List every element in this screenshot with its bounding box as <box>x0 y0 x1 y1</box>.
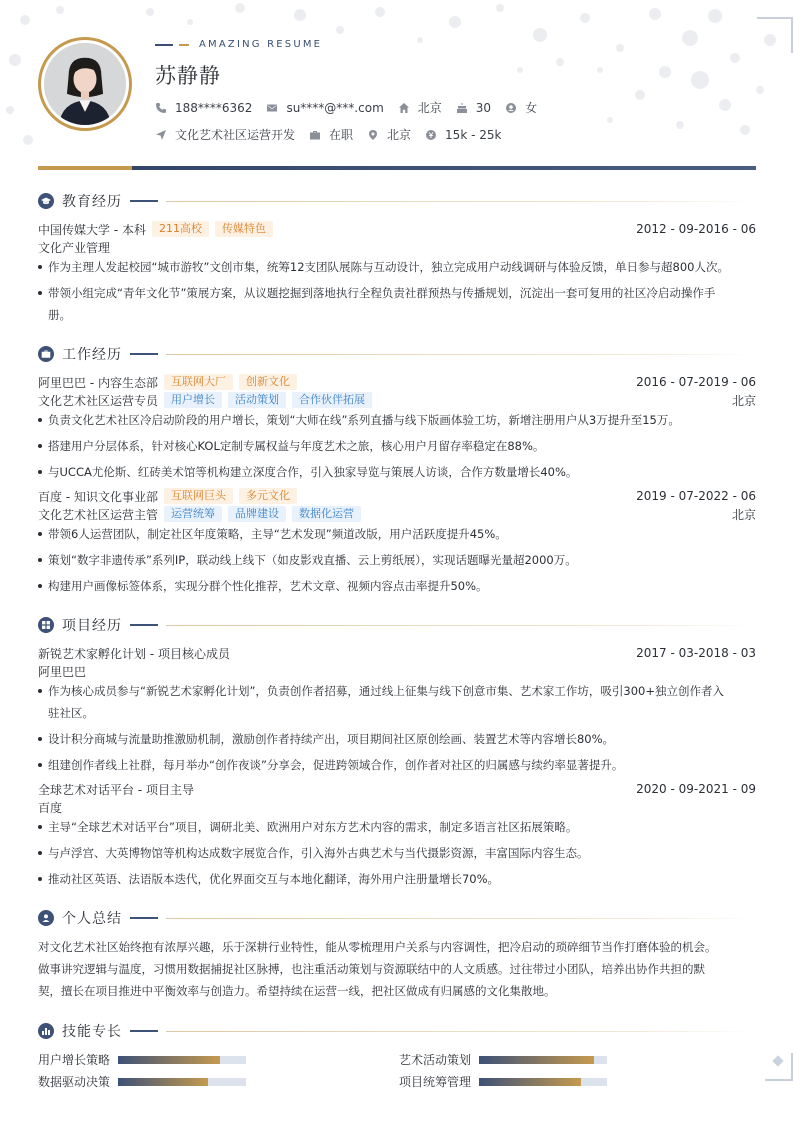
project-org-row <box>38 799 756 815</box>
header-divider-bar <box>38 166 756 170</box>
status-item <box>309 126 353 143</box>
role-tag: 运营统筹 <box>164 506 222 522</box>
role-tag: 品牌建设 <box>228 506 286 522</box>
section-line <box>166 918 756 919</box>
role-name: 文化艺术社区运营主管 <box>38 507 159 522</box>
company-tag: 创新文化 <box>239 374 297 390</box>
work-bullet: 构建用户画像标签体系，实现分群个性化推荐，艺术文章、视频内容点击率提升50%。 <box>38 575 756 597</box>
skill-bar-fill <box>118 1056 220 1064</box>
target-city-item <box>367 126 411 143</box>
role-tag: 用户增长 <box>164 392 222 408</box>
section-line <box>166 1031 756 1032</box>
school-tag: 211高校 <box>152 221 209 237</box>
skill-bar <box>118 1078 246 1086</box>
email-item <box>266 101 383 115</box>
summary-line: 对文化艺术社区始终抱有浓厚兴趣，乐于深耕行业特性，能从零梳理用户关系与内容调性，把冷启动的琐碎细节当作打磨体验的机会。 <box>38 940 717 954</box>
money-icon <box>425 129 437 141</box>
section-line-accent <box>130 353 158 355</box>
education-header-row <box>38 221 756 237</box>
work-role-row <box>38 392 756 408</box>
email-text: su****@***.com <box>286 100 384 115</box>
divider-navy-segment <box>132 166 756 170</box>
work-period: 2016 - 07-2019 - 06 <box>636 375 756 389</box>
project-title: 新锐艺术家孵化计划 - 项目核心成员 <box>38 646 230 661</box>
project-period: 2020 - 09-2021 - 09 <box>636 782 756 796</box>
corner-decoration-top-right <box>757 17 793 53</box>
section-summary-header <box>38 908 756 928</box>
skill-bar <box>479 1056 607 1064</box>
graduation-cap-icon <box>38 193 54 209</box>
briefcase-icon <box>309 129 321 141</box>
project-period: 2017 - 03-2018 - 03 <box>636 646 756 660</box>
tagline-line-navy <box>155 44 173 46</box>
skill-item <box>399 1073 607 1090</box>
send-icon <box>155 129 167 141</box>
bar-chart-icon <box>38 1023 54 1039</box>
section-line <box>166 354 756 355</box>
role-tag: 数据化运营 <box>292 506 361 522</box>
company-name: 百度 - 知识文化事业部 <box>38 489 158 504</box>
home-icon <box>398 102 410 114</box>
briefcase-icon <box>38 346 54 362</box>
project-title-row <box>38 781 756 797</box>
age-item <box>456 101 491 115</box>
target-job-text: 文化艺术社区运营开发 <box>175 128 296 142</box>
work-city: 北京 <box>731 507 756 522</box>
target-job-item <box>155 126 295 143</box>
divider-gold-segment <box>38 166 132 170</box>
tagline-line-gold <box>179 44 189 46</box>
section-line-accent <box>130 1030 158 1032</box>
section-title: 技能专长 <box>62 1024 122 1040</box>
project-bullet: 与卢浮宫、大英博物馆等机构达成数字展览合作，引入海外古典艺术与当代摄影资源，丰富国际内容生态。 <box>38 842 756 864</box>
skill-label: 艺术活动策划 <box>399 1053 472 1067</box>
section-education-header <box>38 191 756 211</box>
phone-item <box>155 101 252 115</box>
skill-bar <box>118 1056 246 1064</box>
education-period: 2012 - 09-2016 - 06 <box>636 222 756 236</box>
section-title: 个人总结 <box>62 911 122 927</box>
summary-line: 做事讲究逻辑与温度，习惯用数据捕捉社区脉搏，也注重活动策划与资源联结中的人文质感。过往带过小团队，培养出协作共担的默 <box>38 962 705 976</box>
company-tag: 互联网大厂 <box>164 374 233 390</box>
skill-bar-fill <box>118 1078 208 1086</box>
company-tag: 多元文化 <box>239 488 297 504</box>
skill-label: 数据驱动决策 <box>38 1075 111 1089</box>
work-bullet: 负责文化艺术社区冷启动阶段的用户增长，策划“大师在线”系列直播与线下版画体验工坊，新增注册用户从3万提升至15万。 <box>38 409 756 431</box>
work-city: 北京 <box>731 393 756 408</box>
bullet-text: 册。 <box>48 308 71 322</box>
section-project-header <box>38 615 756 635</box>
section-title: 教育经历 <box>62 194 122 210</box>
company-name: 阿里巴巴 - 内容生态部 <box>38 375 158 390</box>
school-tag: 传媒特色 <box>215 221 273 237</box>
work-bullet: 搭建用户分层体系，针对核心KOL定制专属权益与年度艺术之旅，核心用户月留存率稳定在88%。 <box>38 435 756 457</box>
section-skills-header <box>38 1021 756 1041</box>
work-period: 2019 - 07-2022 - 06 <box>636 489 756 503</box>
project-org: 百度 <box>38 800 63 815</box>
education-bullet <box>38 282 756 326</box>
school-name: 中国传媒大学 - 本科 <box>38 222 146 237</box>
role-name: 文化艺术社区运营专员 <box>38 393 159 408</box>
status-text: 在职 <box>329 128 354 142</box>
candidate-name: 苏静静 <box>155 64 221 88</box>
project-title: 全球艺术对话平台 - 项目主导 <box>38 782 194 797</box>
skill-bar-fill <box>479 1056 594 1064</box>
project-org-row <box>38 663 756 679</box>
profile-photo <box>44 43 126 125</box>
project-org: 阿里巴巴 <box>38 664 87 679</box>
avatar <box>38 37 132 131</box>
city-item <box>398 99 442 116</box>
project-bullet: 设计积分商城与流量助推激励机制，激励创作者持续产出，项目期间社区原创绘画、装置艺术等内容增长80%。 <box>38 728 756 750</box>
education-bullet: 作为主理人发起校园“城市游牧”文创市集，统筹12支团队展陈与互动设计，独立完成用户动线调研与体验反馈，单日参与超800人次。 <box>38 256 756 278</box>
tagline-row <box>155 39 322 50</box>
phone-icon <box>155 102 167 114</box>
work-role-row <box>38 506 756 522</box>
work-company-row <box>38 488 756 504</box>
cake-icon <box>456 102 468 114</box>
user-icon <box>38 910 54 926</box>
job-intention-row <box>155 126 515 143</box>
mail-icon <box>266 102 278 114</box>
skill-item <box>399 1051 607 1068</box>
skill-bar <box>479 1078 607 1086</box>
project-bullet: 组建创作者线上社群，每月举办“创作夜谈”分享会，促进跨领域合作，创作者对社区的归属感与续约率显著提升。 <box>38 754 756 776</box>
section-title: 项目经历 <box>62 618 122 634</box>
gender-text: 女 <box>525 101 538 115</box>
skill-item <box>38 1051 246 1068</box>
summary-text <box>38 936 756 1002</box>
section-line <box>166 625 756 626</box>
gender-item <box>505 99 537 116</box>
contact-info-row <box>155 99 551 116</box>
tagline: AMAZING RESUME <box>199 39 323 50</box>
work-company-row <box>38 374 756 390</box>
role-tag: 活动策划 <box>228 392 286 408</box>
section-line-accent <box>130 200 158 202</box>
city-text: 北京 <box>417 101 442 115</box>
salary-text: 15k - 25k <box>445 127 502 142</box>
skill-bar-fill <box>479 1078 581 1086</box>
user-circle-icon <box>505 102 517 114</box>
age-text: 30 <box>475 100 492 115</box>
project-bullet <box>38 680 756 724</box>
education-major-row <box>38 239 756 255</box>
skill-label: 用户增长策略 <box>38 1053 111 1067</box>
grid-icon <box>38 617 54 633</box>
work-bullet: 与UCCA尤伦斯、红砖美术馆等机构建立深度合作，引入独家导览与策展人访谈，合作方数量增长40%。 <box>38 461 756 483</box>
section-line-accent <box>130 917 158 919</box>
work-bullet: 带领6人运营团队，制定社区年度策略，主导“艺术发现”频道改版，用户活跃度提升45%。 <box>38 523 756 545</box>
section-title: 工作经历 <box>62 347 122 363</box>
location-pin-icon <box>367 129 379 141</box>
section-line <box>166 201 756 202</box>
phone-text: 188****6362 <box>175 100 253 115</box>
bullet-text: 带领小组完成“青年文化节”策展方案，从议题挖掘到落地执行全程负责社群预热与传播规划，沉淀出一套可复用的社区冷启动操作手 <box>48 286 716 300</box>
role-tag: 合作伙伴拓展 <box>292 392 372 408</box>
major: 文化产业管理 <box>38 240 111 255</box>
skill-item <box>38 1073 246 1090</box>
target-city-text: 北京 <box>387 128 412 142</box>
project-bullet: 推动社区英语、法语版本迭代，优化界面交互与本地化翻译，海外用户注册量增长70%。 <box>38 868 756 890</box>
section-work-header <box>38 344 756 364</box>
company-tag: 互联网巨头 <box>164 488 233 504</box>
project-title-row <box>38 645 756 661</box>
summary-line: 契，擅长在项目推进中平衡效率与创造力。希望持续在运营一线，把社区做成有归属感的文化集散地。 <box>38 984 556 998</box>
section-line-accent <box>130 624 158 626</box>
salary-item <box>425 128 501 142</box>
project-bullet: 主导“全球艺术对话平台”项目，调研北美、欧洲用户对东方艺术内容的需求，制定多语言社区拓展策略。 <box>38 816 756 838</box>
work-bullet: 策划“数字非遗传承”系列IP，联动线上线下（如皮影戏直播、云上剪纸展），实现话题曝光量超2000万。 <box>38 549 756 571</box>
skill-label: 项目统筹管理 <box>399 1075 472 1089</box>
bullet-text: 驻社区。 <box>48 706 94 720</box>
bullet-text: 作为核心成员参与“新锐艺术家孵化计划”，负责创作者招募，通过线上征集与线下创意市集、艺术家工作坊，吸引300+独立创作者入 <box>48 684 724 698</box>
